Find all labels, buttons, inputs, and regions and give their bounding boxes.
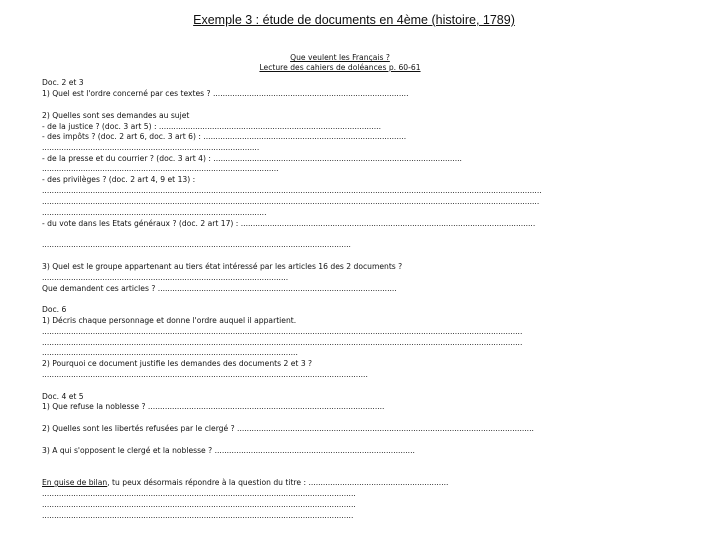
bilan-question: , tu peux désormais répondre à la question du titre : .......................................................... [107, 478, 449, 487]
question-line: - de la justice ? (doc. 3 art 5) : ............................................................................................ [42, 122, 382, 131]
question-line: 3) A qui s'opposent le clergé et la noblesse ? ................................................................................... [42, 446, 415, 455]
answer-line: .................................................................................................................................. [42, 500, 356, 509]
subtitle-question: Que veulent les Français ? [290, 53, 390, 62]
answer-line: ................................................................................................................................ [42, 240, 351, 249]
bilan-label: En guise de bilan [42, 478, 108, 487]
question-line: 3) Quel est le groupe appartenant au tiers état intéressé par les articles 16 des 2 documents ? [42, 262, 403, 271]
subtitle-reading: Lecture des cahiers de doléances p. 60-61 [259, 63, 421, 72]
answer-line: .......................................................................................................... [42, 348, 298, 357]
question-line: - du vote dans les Etats généraux ? (doc. 2 art 17) : .......................................................................................................................... [42, 219, 536, 228]
question-line: Que demandent ces articles ? ................................................................................................... [42, 284, 397, 293]
answer-line: ...................................................................................................... [42, 273, 289, 282]
section-heading: Doc. 4 et 5 [42, 392, 84, 401]
question-line: - des privilèges ? (doc. 2 art 4, 9 et 13) : [42, 175, 196, 184]
question-line: 2) Quelles sont ses demandes au sujet [42, 111, 190, 120]
answer-line: ....................................................................................................................................................................................................... [42, 338, 523, 347]
section-heading: Doc. 6 [42, 305, 67, 314]
section-heading: Doc. 2 et 3 [42, 78, 84, 87]
answer-line: ............................................................................................................................................................................................................... [42, 186, 542, 195]
question-line: 1) Décris chaque personnage et donne l'ordre auquel il appartient. [42, 316, 297, 325]
conclusion-line [42, 478, 448, 488]
question-line: - des impôts ? (doc. 2 art 6, doc. 3 art 6) : .................................................................................... [42, 132, 407, 141]
answer-line: ....................................................................................................................................................................................................... [42, 327, 523, 336]
answer-line: ................................................................................................................................. [42, 511, 354, 520]
answer-line: .............................................................................................................................................................................................................. [42, 197, 540, 206]
answer-line: .......................................................................................... [42, 143, 260, 152]
answer-line: ....................................................................................................................................... [42, 370, 368, 379]
question-line: 1) Quel est l'ordre concerné par ces textes ? ................................................................................. [42, 89, 409, 98]
page-title: Exemple 3 : étude de documents en 4ème (histoire, 1789) [193, 13, 515, 27]
answer-line: .................................................................................................. [42, 164, 279, 173]
question-line: 2) Quelles sont les libertés refusées par le clergé ? ........................................................................................................................... [42, 424, 534, 433]
question-line: 2) Pourquoi ce document justifie les demandes des documents 2 et 3 ? [42, 359, 313, 368]
answer-line: .................................................................................................................................. [42, 489, 356, 498]
question-line: - de la presse et du courrier ? (doc. 3 art 4) : ....................................................................................................... [42, 154, 462, 163]
answer-line: ............................................................................................. [42, 208, 267, 217]
question-line: 1) Que refuse la noblesse ? .................................................................................................. [42, 402, 385, 411]
